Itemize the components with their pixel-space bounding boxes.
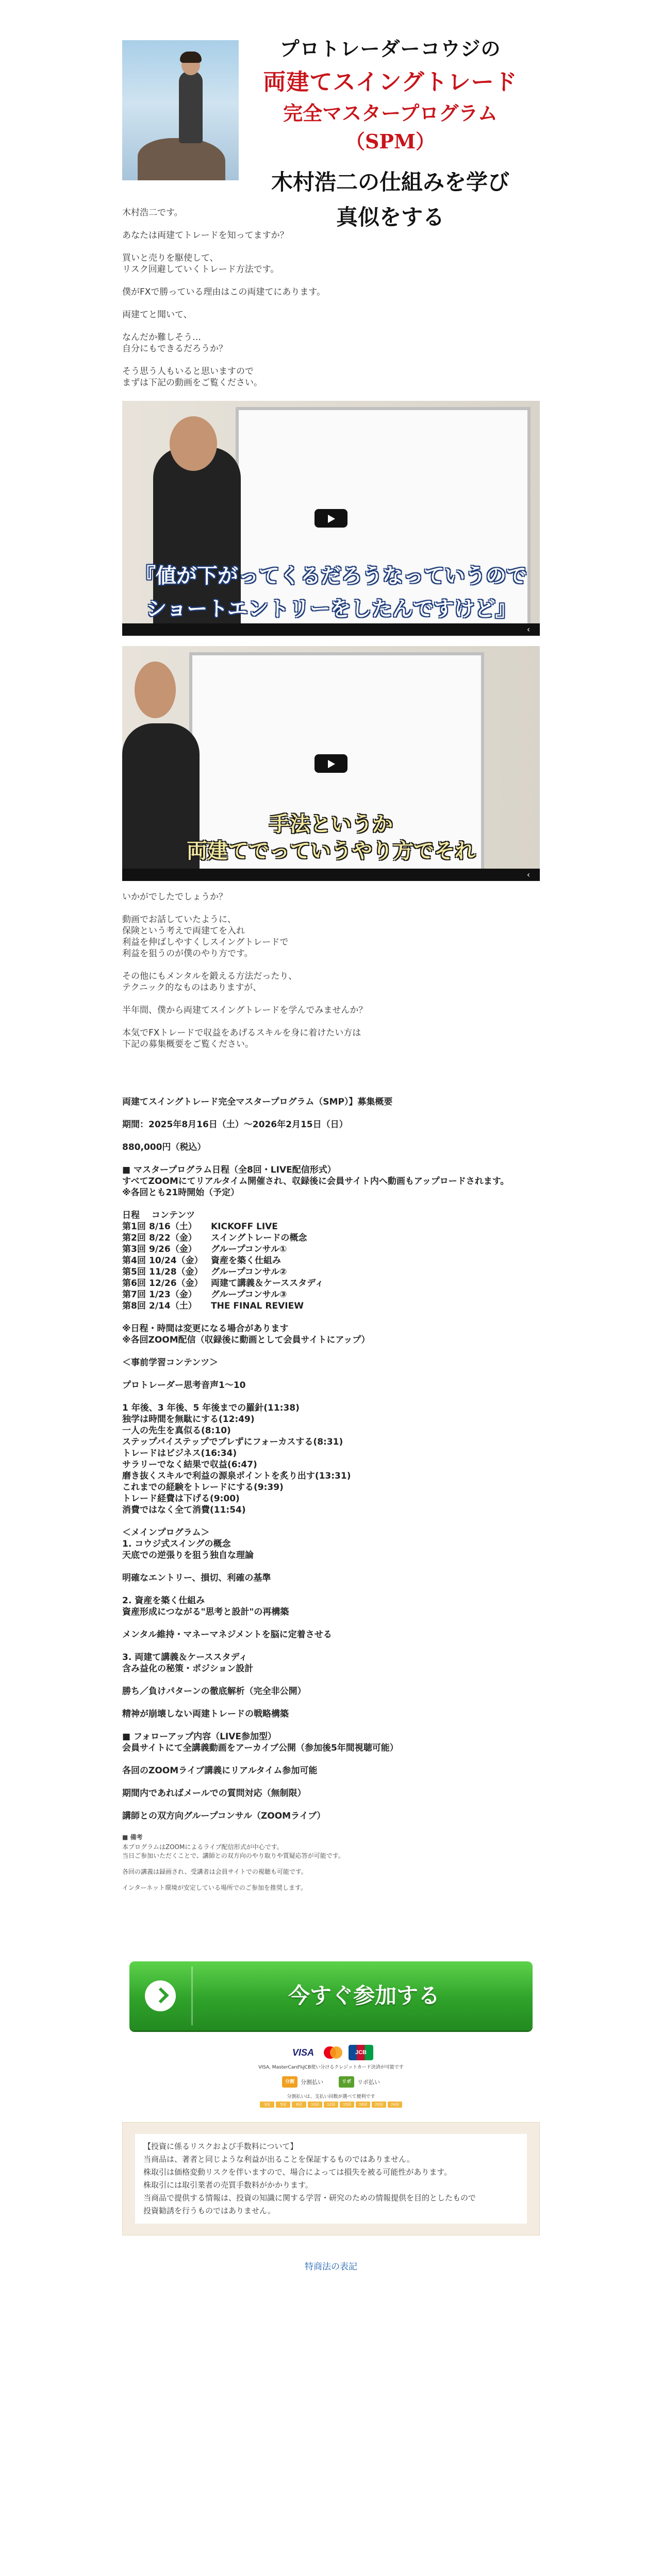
hero-line-1: プロトレーダーコウジの [279,37,501,60]
main-program-item: 明確なエントリー、損切、利確の基準 [122,1573,271,1583]
intro-paragraph: なんだか難しそう… 自分にもできるだろうか？ [122,332,227,354]
program-overview [122,1096,540,1822]
pre-learning-list: 1 年後、3 年後、5 年後までの羅針(11:38) 独学は時間を無駄にする(12:49) 一人の先生を真似る(8:10) ステップバイステップでブレずにフォーカスする(8:31) トレードはビジネス(16:34) サラリーでなく結果で収益(6:47) 磨き抜くスキルで利益の源泉ポイントを炙り出す(13:31) これまでの経験をトレードにする(9:39) トレード経費は下げる(9:00) 消費ではなく全て消費(11:54) [122,1403,351,1515]
schedule-row: 第6回 12/26（金） 両建て講義＆ケーススタディ [122,1278,324,1289]
video-caption: ショートエントリーをしたんですけど』 [146,597,516,621]
follow-up-item: 各回のZOOMライブ講義にリアルタイム参加可能 [122,1766,318,1776]
intro-paragraph: あなたは両建てトレードを知ってますか？ [122,230,289,241]
video-caption: 『値が下がってくるだろうなっていうので [135,564,527,588]
revolving-icon: リボ [339,2076,354,2088]
program-price: 880,000円（税込） [122,1142,206,1153]
speaker-face [135,662,176,718]
schedule-row: 第8回 2/14（土） THE FINAL REVIEW [122,1301,304,1311]
notes-line: インターネット環境が安定している場所でのご参加を推奨します。 [122,1884,307,1891]
arrow-right-icon [145,1980,176,2011]
risk-text: 【投資に係るリスクおよび手数料について】 当商品は、著者と同じような利益が出ることを保証するものではありません。 株取引は価格変動リスクを伴いますので、場合によっては損失を被る可能性があります。 株取引には取引業者の売買手数料がかかります。 当商品で提供する情報は、投資の知識に関する学習・研究のための情報提供を目的としたもので 投資勧誘を行うものではありません。 [135,2134,527,2224]
schedule-row: 第2回 8/22（金） スイングトレードの概念 [122,1233,307,1243]
visa-logo-icon: VISA [289,2045,318,2060]
play-button-icon[interactable] [315,509,347,528]
video-control-bar [122,623,540,636]
program-period: 期間：2025年8月16日（土）〜2026年2月15日（日） [122,1120,348,1130]
installment-option: 分割 分割払い [282,2076,323,2088]
page [122,0,540,2272]
hero-photo [122,40,239,180]
video-player-1[interactable] [122,401,540,636]
installment-note: 分割払いは、支払い回数が選べて便利です [287,2094,375,2099]
hero-line-2: 両建てスイングトレード [263,69,518,95]
cards-note: VISA, MasterCard%JCB使い分けるクレジットカード決済が可能です [258,2065,404,2070]
video-caption: 両建てでっていうやり方でそれ [187,839,475,863]
after-video-section [122,891,540,1050]
main-program-title: ＜メインプログラム＞ 1. コウジ式スイングの概念 天底での逆張りを狙う独自な理論 [122,1528,254,1561]
schedule-row: 第7回 1/23（金） グループコンサル③ [122,1290,287,1300]
schedule-heading: ■ マスタープログラム日程（全8回・LIVE配信形式） すべてZOOMにてリアルタイム開催され、収録後に会員サイト内へ動画もアップロードされます。 ※各回とも21時開始（予定） [122,1165,509,1198]
schedule-row: 第5回 11/28（金） グループコンサル② [122,1267,287,1277]
play-button-icon[interactable] [315,754,347,773]
notes-line: 本プログラムはZOOMによるライブ配信形式が中心です。 当日ご参加いただくことで、講師との双方向のやり取りや質疑応答が可能です。 [122,1843,344,1859]
schedule-columns: 日程 コンテンツ [122,1210,195,1221]
after-paragraph: 半年間、僕から両建てスイングトレードを学んでみませんか？ [122,1005,368,1015]
after-paragraph: 動画でお話していたように、 保険という考えで両建てを入れ 利益を伸ばしやすくしスイングトレードで 利益を狙うのが僕のやり方です。 [122,914,289,959]
intro-paragraph: 僕がFXで勝っている理由はこの両建てにあります。 [122,287,326,297]
installment-icon: 分割 [282,2076,297,2088]
card-logos [246,2045,416,2060]
main-program-item: 2. 資産を築く仕組み 資産形成につながる"思考と設計"の再構築 [122,1596,289,1617]
revolving-option: リボ リボ払い [339,2076,380,2088]
speaker-face [170,416,217,471]
schedule-list [122,1221,540,1312]
hero-line-4: 木村浩二の仕組みを学び [271,170,509,195]
jcb-logo-icon: JCB [349,2045,373,2060]
notes-section [122,1833,540,1892]
main-program-item: メンタル維持・マネーマネジメントを脳に定着させる [122,1630,332,1640]
main-program-item: 精神が崩壊しない両建トレードの戦略構築 [122,1709,289,1719]
intro-paragraph: そう思う人もいると思いますので まずは下記の動画をご覧ください。 [122,366,262,388]
video-control-bar [122,869,540,881]
follow-up-item: 期間内であればメールでの質問対応（無制限） [122,1788,306,1799]
after-paragraph: その他にもメンタルを鍛える方法だったり、 テクニック的なものはありますが、 [122,971,297,993]
join-now-button[interactable] [129,1961,533,2030]
follow-up-item: 講師との双方向グループコンサル（ZOOMライブ） [122,1811,326,1821]
after-paragraph: いかがでしたでしょうか？ [122,892,227,902]
follow-up-title: ■ フォローアップ内容（LIVE参加型） 会員サイトにて全講義動画をアーカイブ公開（参加後5年間視聴可能） [122,1732,399,1753]
schedule-row: 第4回 10/24（金） 資産を築く仕組み [122,1256,281,1266]
hero-line-3: 完全マスタープログラム（SPM） [283,101,498,153]
schedule-row: 第1回 8/16（土） KICKOFF LIVE [122,1222,278,1232]
hero-line-5: 真似をする [336,205,444,230]
intro-paragraph: 両建てと聞いて、 [122,310,192,320]
after-paragraph: 本気でFXトレードで収益をあげるスキルを身に着けたい方は 下記の募集概要をご覧ください。 [122,1028,361,1049]
intro-paragraph: 木村浩二です。 [122,208,183,218]
installment-counts: 3回 5回 6回 10回 12回 15回 18回 20回 24回 [246,2102,416,2108]
pre-learning-subtitle: プロトレーダー思考音声1〜10 [122,1380,246,1391]
hero-title [246,33,535,231]
schedule-note: ※日程・時間は変更になる場合があります ※各回ZOOM配信（収録後に動画として会員サイトにアップ） [122,1324,370,1345]
risk-disclaimer [122,2122,540,2235]
legal-notice-link[interactable]: 特商法の表記 [305,2262,357,2272]
notes-heading: ■ 備考 [122,1834,143,1841]
chevron-left-icon[interactable]: ‹ [526,624,531,634]
intro-paragraph: 買いと売りを駆使して、 リスク回避していくトレード方法です。 [122,253,279,275]
schedule-row: 第3回 9/26（金） グループコンサル① [122,1244,287,1255]
video-player-2[interactable] [122,646,540,881]
payment-methods [246,2045,416,2108]
pre-learning-title: ＜事前学習コンテンツ＞ [122,1358,219,1368]
payment-options [246,2076,416,2088]
video-caption: 手法というか [269,812,393,836]
main-program-item: 勝ち／負けパターンの徹底解析（完全非公開） [122,1686,306,1697]
mastercard-logo-icon [321,2045,345,2060]
join-now-label: 今すぐ参加する [288,1984,440,2008]
program-title: 両建てスイングトレード完全マスタープログラム（SMP）】募集概要 [122,1097,393,1107]
notes-line: 各回の講義は録画され、受講者は会員サイトでの視聴も可能です。 [122,1868,307,1875]
main-program-item: 3. 両建て講義＆ケーススタディ 含み益化の秘策・ポジション設計 [122,1652,254,1674]
chevron-left-icon[interactable]: ‹ [526,870,531,879]
